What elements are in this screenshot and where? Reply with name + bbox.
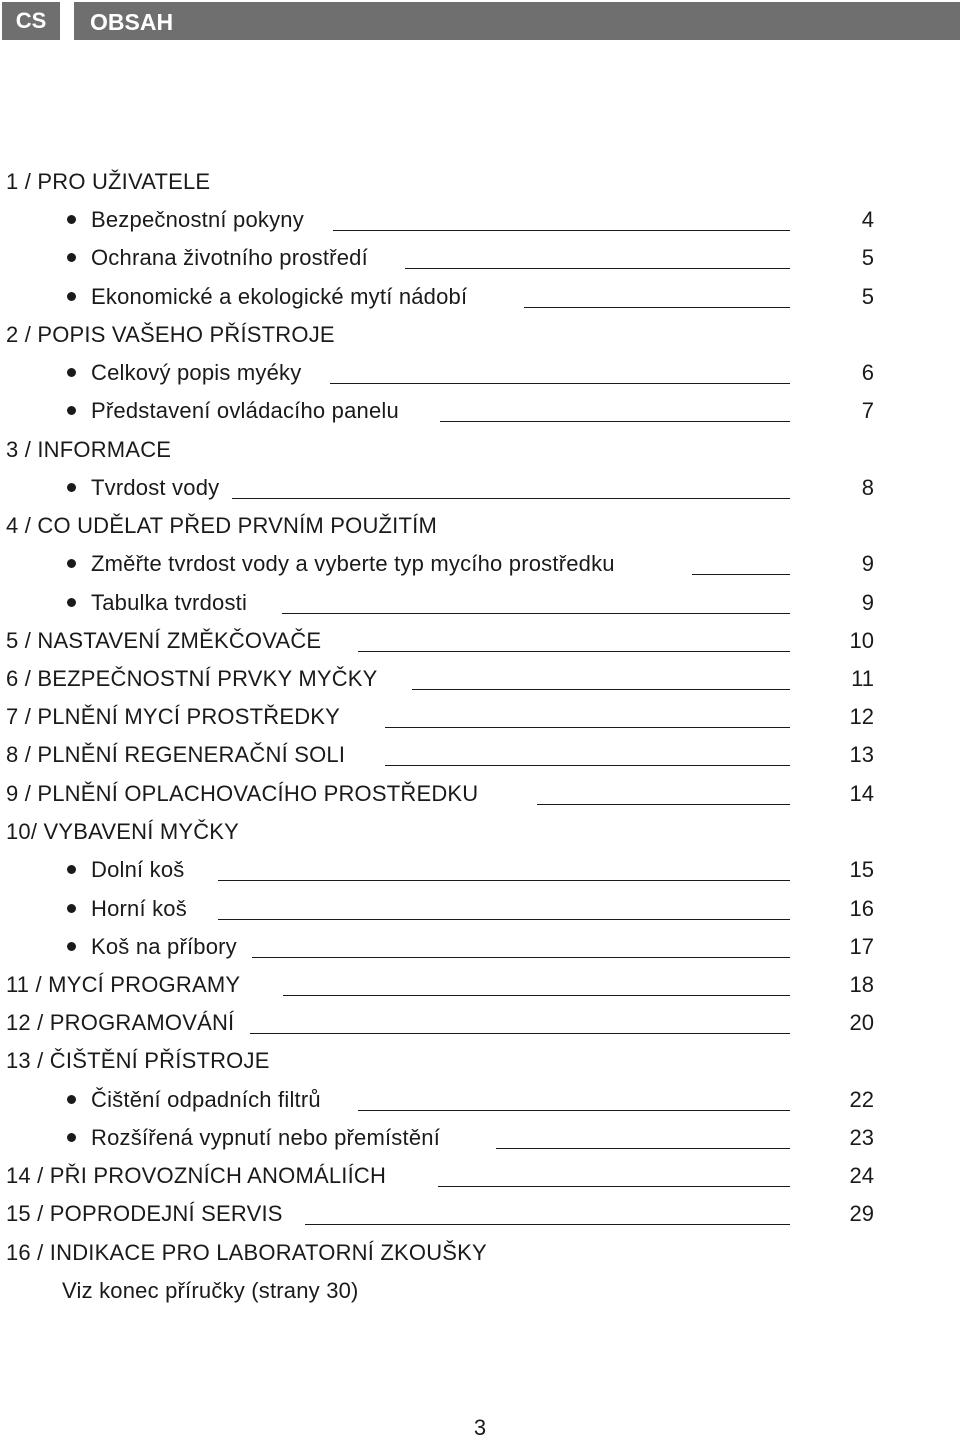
toc-page-number: 12 — [849, 704, 874, 729]
toc-entry-label: Čištění odpadních filtrů — [91, 1087, 321, 1112]
toc-entry-label: Ochrana životního prostředí — [91, 245, 368, 270]
toc-page-number: 11 — [851, 666, 874, 691]
leader-line — [405, 268, 790, 269]
toc-entry-label: 6 / BEZPEČNOSTNÍ PRVKY MYČKY — [6, 666, 378, 691]
toc-note-text: Viz konec příručky (strany 30) — [62, 1278, 359, 1303]
toc-entry[interactable] — [0, 243, 960, 281]
toc-entry[interactable] — [0, 779, 960, 817]
bullet-icon — [67, 368, 76, 377]
bullet-icon — [67, 559, 76, 568]
bullet-icon — [67, 483, 76, 492]
toc-entry[interactable] — [0, 473, 960, 511]
toc-entry-label: 5 / NASTAVENÍ ZMĚKČOVAČE — [6, 628, 322, 653]
toc-page-number: 5 — [861, 284, 874, 309]
toc-entry[interactable] — [0, 1008, 960, 1046]
toc-page-number: 24 — [849, 1163, 874, 1188]
leader-line — [385, 765, 790, 766]
toc-entry[interactable] — [0, 702, 960, 740]
toc-entry[interactable] — [0, 396, 960, 434]
toc-note — [0, 1276, 960, 1314]
toc-entry-label: 11 / MYCÍ PROGRAMY — [6, 972, 241, 997]
toc-page-number: 15 — [849, 857, 874, 882]
toc-page-number: 20 — [849, 1010, 874, 1035]
toc-entry[interactable] — [0, 626, 960, 664]
toc-entry-label: Celkový popis myéky — [91, 360, 302, 385]
leader-line — [537, 804, 790, 805]
toc-page-number: 7 — [861, 398, 874, 423]
toc-section-heading — [0, 817, 960, 855]
toc-section-title: 16 / INDIKACE PRO LABORATORNÍ ZKOUŠKY — [6, 1240, 487, 1265]
bullet-icon — [67, 904, 76, 913]
toc-entry-label: Změřte tvrdost vody a vyberte typ mycího prostředku — [91, 551, 615, 576]
toc-section-title: 4 / CO UDĚLAT PŘED PRVNÍM POUŽITÍM — [6, 513, 437, 538]
toc-page-number: 16 — [849, 896, 874, 921]
leader-line — [218, 880, 790, 881]
toc-page-number: 10 — [849, 628, 874, 653]
leader-line — [440, 421, 790, 422]
toc-entry-label: 15 / POPRODEJNÍ SERVIS — [6, 1201, 283, 1226]
toc-entry-label: Tvrdost vody — [91, 475, 220, 500]
toc-entry[interactable] — [0, 205, 960, 243]
page-number: 3 — [473, 1415, 487, 1440]
leader-line — [330, 383, 790, 384]
toc-section-title: 1 / PRO UŽIVATELE — [6, 169, 211, 194]
toc-section-title: 13 / ČIŠTĚNÍ PŘÍSTROJE — [6, 1048, 270, 1073]
toc-page-number: 9 — [861, 590, 874, 615]
leader-line — [282, 613, 790, 614]
toc-entry[interactable] — [0, 855, 960, 893]
toc-entry-label: Ekonomické a ekologické mytí nádobí — [91, 284, 468, 309]
toc-page-number: 23 — [849, 1125, 874, 1150]
toc-entry-label: Rozšířená vypnutí nebo přemístění — [91, 1125, 441, 1150]
toc-page-number: 6 — [861, 360, 874, 385]
leader-line — [333, 230, 790, 231]
toc-entry[interactable] — [0, 894, 960, 932]
leader-line — [385, 727, 790, 728]
toc-entry-label: Tabulka tvrdosti — [91, 590, 248, 615]
toc-entry[interactable] — [0, 358, 960, 396]
leader-line — [283, 995, 790, 996]
toc-entry-label: Dolní koš — [91, 857, 185, 882]
toc-page-number: 18 — [849, 972, 874, 997]
leader-line — [358, 1110, 790, 1111]
toc-section-title: 3 / INFORMACE — [6, 437, 172, 462]
bullet-icon — [67, 215, 76, 224]
bullet-icon — [67, 253, 76, 262]
toc-entry[interactable] — [0, 664, 960, 702]
toc-section-heading — [0, 167, 960, 205]
toc-entry[interactable] — [0, 932, 960, 970]
leader-line — [496, 1148, 790, 1149]
leader-line — [692, 574, 790, 575]
toc-page-number: 9 — [861, 551, 874, 576]
toc-section-title: 2 / POPIS VAŠEHO PŘÍSTROJE — [6, 322, 335, 347]
toc-page-number: 5 — [861, 245, 874, 270]
toc-page-number: 22 — [849, 1087, 874, 1112]
toc-page-number: 17 — [849, 934, 874, 959]
toc-section-heading — [0, 1238, 960, 1276]
toc-entry[interactable] — [0, 282, 960, 320]
toc-page-number: 8 — [861, 475, 874, 500]
toc-page-number: 4 — [861, 207, 874, 232]
toc-entry-label: Koš na příbory — [91, 934, 237, 959]
toc-entry[interactable] — [0, 740, 960, 778]
toc-section-heading — [0, 320, 960, 358]
toc-section-heading — [0, 435, 960, 473]
toc-entry-label: 12 / PROGRAMOVÁNÍ — [6, 1010, 235, 1035]
toc-entry-label: 8 / PLNĚNÍ REGENERAČNÍ SOLI — [6, 742, 346, 767]
toc-entry[interactable] — [0, 1161, 960, 1199]
leader-line — [305, 1224, 790, 1225]
bullet-icon — [67, 292, 76, 301]
bullet-icon — [67, 865, 76, 874]
bullet-icon — [67, 598, 76, 607]
leader-line — [218, 919, 790, 920]
bullet-icon — [67, 406, 76, 415]
toc-entry-label: Horní koš — [91, 896, 187, 921]
toc-section-heading — [0, 1046, 960, 1084]
toc-entry-label: 9 / PLNĚNÍ OPLACHOVACÍHO PROSTŘEDKU — [6, 781, 479, 806]
bullet-icon — [67, 942, 76, 951]
toc-entry[interactable] — [0, 588, 960, 626]
leader-line — [524, 307, 790, 308]
toc-entry-label: 7 / PLNĚNÍ MYCÍ PROSTŘEDKY — [6, 704, 341, 729]
toc-page-number: 29 — [849, 1201, 874, 1226]
toc-section-heading — [0, 511, 960, 549]
language-badge: CS — [2, 2, 60, 40]
page-title: OBSAH — [74, 2, 960, 40]
leader-line — [412, 689, 790, 690]
toc-entry[interactable] — [0, 1199, 960, 1237]
leader-line — [252, 957, 790, 958]
leader-line — [250, 1033, 790, 1034]
toc-entry[interactable] — [0, 970, 960, 1008]
toc-section-title: 10/ VYBAVENÍ MYČKY — [6, 819, 240, 844]
bullet-icon — [67, 1133, 76, 1142]
toc-entry[interactable] — [0, 1123, 960, 1161]
leader-line — [358, 651, 790, 652]
toc-entry[interactable] — [0, 1085, 960, 1123]
toc-page-number: 14 — [849, 781, 874, 806]
toc-entry-label: Bezpečnostní pokyny — [91, 207, 304, 232]
bullet-icon — [67, 1095, 76, 1104]
leader-line — [232, 498, 790, 499]
toc-entry[interactable] — [0, 549, 960, 587]
toc-entry-label: Představení ovládacího panelu — [91, 398, 399, 423]
leader-line — [438, 1186, 790, 1187]
toc-page-number: 13 — [849, 742, 874, 767]
toc-entry-label: 14 / PŘI PROVOZNÍCH ANOMÁLIÍCH — [6, 1163, 387, 1188]
